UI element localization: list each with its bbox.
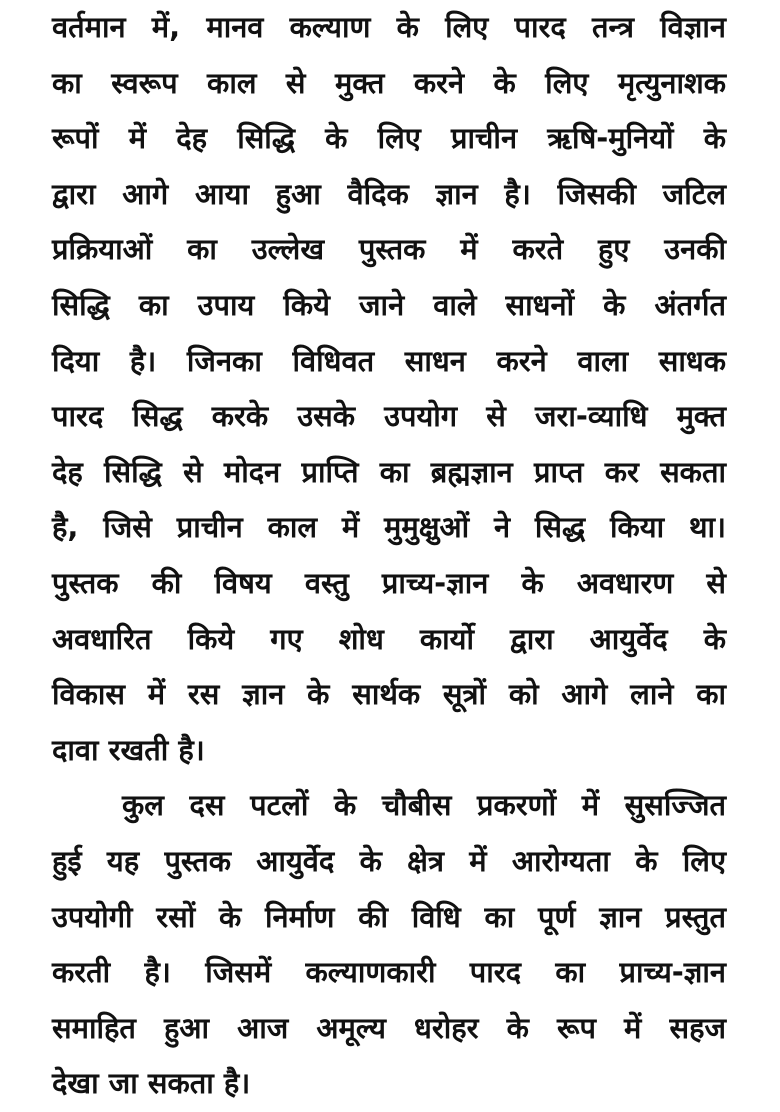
text-line: देह सिद्धि से मोदन प्राप्ति का ब्रह्मज्ञान प्राप्त कर सकता xyxy=(52,454,726,489)
text-line: करती है। जिसमें कल्याणकारी पारद का प्राच्य-ज्ञान xyxy=(52,955,726,990)
text-line: वर्तमान में, मानव कल्याण के लिए पारद तन्त्र विज्ञान xyxy=(52,10,726,44)
text-line: पुस्तक की विषय वस्तु प्राच्य-ज्ञान के अवधारण से xyxy=(52,565,726,600)
text-line: दिया है। जिनका विधिवत साधन करने वाला साधक xyxy=(52,343,726,378)
text-line: देखा जा सकता है। xyxy=(52,1066,251,1101)
text-line: उपयोगी रसों के निर्माण की विधि का पूर्ण ज्ञान प्रस्तुत xyxy=(52,899,726,934)
text-line: द्वारा आगे आया हुआ वैदिक ज्ञान है। जिसकी जटिल xyxy=(52,176,726,211)
text-line: रूपों में देह सिद्धि के लिए प्राचीन ऋषि-मुनियों के xyxy=(52,121,726,156)
text-line: प्रक्रियाओं का उल्लेख पुस्तक में करते हुए उनकी xyxy=(52,232,726,267)
text-line: हुई यह पुस्तक आयुर्वेद के क्षेत्र में आरोग्यता के लिए xyxy=(52,843,726,878)
text-line: पारद सिद्ध करके उसके उपयोग से जरा-व्याधि मुक्त xyxy=(52,399,726,434)
text-line: विकास में रस ज्ञान के सार्थक सूत्रों को आगे लाने का xyxy=(52,677,726,712)
text-line: दावा रखती है। xyxy=(52,732,205,767)
text-line: सिद्धि का उपाय किये जाने वाले साधनों के अंतर्गत xyxy=(52,287,726,322)
text-line: है, जिसे प्राचीन काल में मुमुक्षुओं ने सिद्ध किया था। xyxy=(52,510,726,545)
document-page xyxy=(52,0,726,1112)
paragraph-1 xyxy=(52,0,726,778)
text-line: का स्वरूप काल से मुक्त करने के लिए मृत्युनाशक xyxy=(52,65,726,100)
paragraph-2 xyxy=(52,778,726,1112)
text-line: समाहित हुआ आज अमूल्य धरोहर के रूप में सहज xyxy=(52,1010,726,1045)
text-line: अवधारित किये गए शोध कार्यो द्वारा आयुर्वेद के xyxy=(52,621,726,656)
text-line: कुल दस पटलों के चौबीस प्रकरणों में सुसज्जित xyxy=(122,788,726,823)
